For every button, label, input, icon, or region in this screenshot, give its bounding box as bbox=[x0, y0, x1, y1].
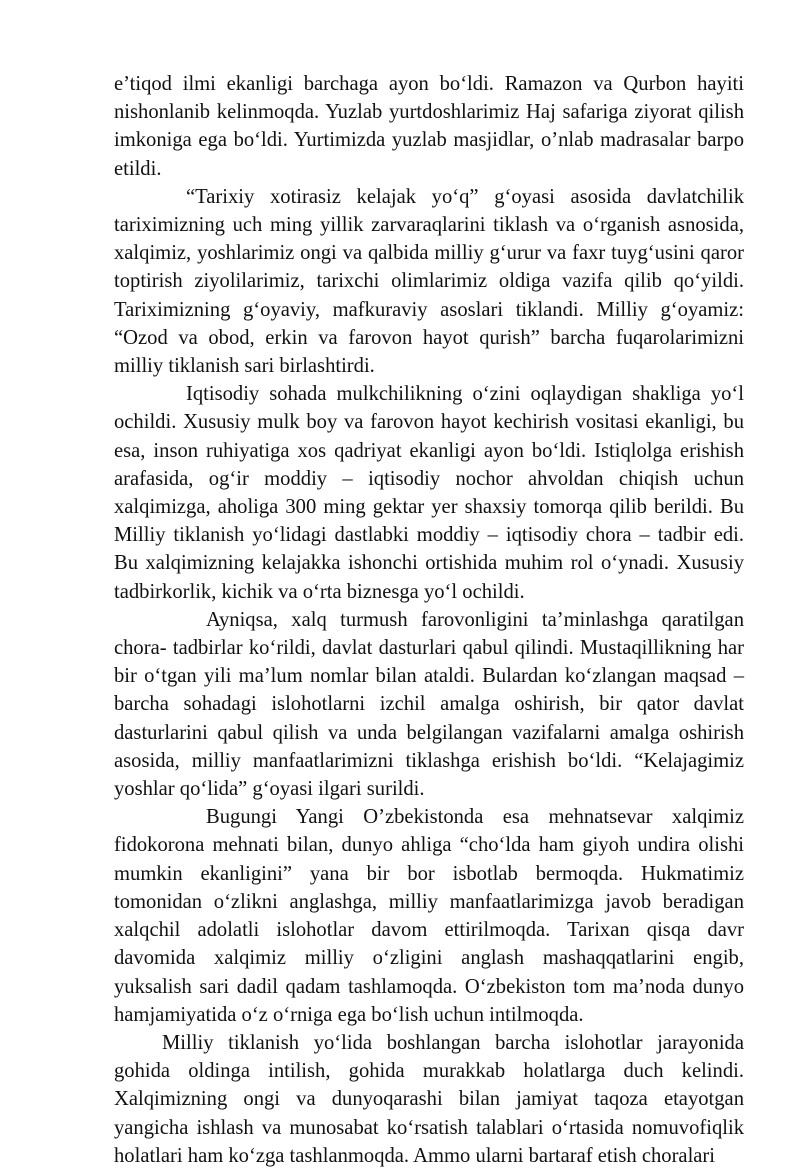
paragraph-6: Milliy tiklanish yo‘lida boshlangan barcha islohotlar jarayonida gohida oldinga intilish, gohida murakkab holatlarga duch kelindi. Xalqimizning ongi va dunyoqarashi bilan jamiyat taqoza etayotgan yangicha ishlash va munosabat ko‘rsatish talablari o‘rtasida nomuvofiqlik holatlari ham ko‘zga tashlanmoqda. Ammo ularni bartaraf etish choralari bbox=[114, 1031, 744, 1167]
paragraph-1: e’tiqod ilmi ekanligi barchaga ayon bo‘ldi. Ramazon va Qurbon hayiti nishonlanib kelinmoqda. Yuzlab yurtdoshlarimiz Haj safariga ziyorat qilish imkoniga ega bo‘ldi. Yurtimizda yuzlab masjidlar, o’nlab madrasalar barpo etildi. bbox=[114, 73, 744, 180]
paragraph-4: Ayniqsa, xalq turmush farovonligini ta’minlashga qaratilgan chora- tadbirlar ko‘rildi, davlat dasturlari qabul qilindi. Mustaqillikning har bir o‘tgan yili ma’lum nomlar bilan ataldi. Bulardan ko‘zlangan maqsad – barcha sohadagi islohotlarni izchil amalga oshirish, bir qator davlat dasturlarini qabul qilish va unda belgilangan vazifalarni amalga oshirish asosida, milliy manfaatlarimizni tiklashga erishish bo‘ldi. “Kelajagimiz yoshlar qo‘lida” g‘oyasi ilgari surildi. bbox=[114, 608, 744, 801]
paragraph-3: Iqtisodiy sohada mulkchilikning o‘zini oqlaydigan shakliga yo‘l ochildi. Xususiy mulk boy va farovon hayot kechirish vositasi ekanligi, bu esa, inson ruhiyatiga xos qadriyat ekanligi ayon bo‘ldi. Istiqlolga erishish arafasida, og‘ir moddiy – iqtisodiy nochor ahvoldan chiqish uchun xalqimizga, aholiga 300 ming gektar yer shaxsiy tomorqa qilib berildi. Bu Milliy tiklanish yo‘lidagi dastlabki moddiy – iqtisodiy chora – tadbir edi. Bu xalqimizning kelajakka ishonchi ortishida muhim rol o‘ynadi. Xususiy tadbirkorlik, kichik va o‘rta biznesga yo‘l ochildi. bbox=[114, 383, 744, 603]
document-page bbox=[114, 70, 744, 1170]
paragraph-2: “Tarixiy xotirasiz kelajak yo‘q” g‘oyasi asosida davlatchilik tariximizning uch ming yillik zarvaraqlarini tiklash va o‘rganish asnosida, xalqimiz, yoshlarimiz ongi va qalbida milliy g‘urur va faxr tuyg‘usini qaror toptirish ziyolilarimiz, tarixchi olimlarimiz oldiga vazifa qilib qo‘yildi. Tariximizning g‘oyaviy, mafkuraviy asoslari tiklandi. Milliy g‘oyamiz: “Ozod va obod, erkin va farovon hayot qurish” barcha fuqarolarimizni milliy tiklanish sari birlashtirdi. bbox=[114, 185, 744, 378]
paragraph-5: Bugungi Yangi O’zbekistonda esa mehnatsevar xalqimiz fidokorona mehnati bilan, dunyo ahliga “cho‘lda ham giyoh undira olishi mumkin ekanligini” yana bir bor isbotlab bermoqda. Hukmatimiz tomonidan o‘zlikni anglashga, milliy manfaatlarimizga javob beradigan xalqchil adolatli islohotlar davom ettirilmoqda. Tarixan qisqa davr davomida xalqimiz milliy o‘zligini anglash mashaqqatlarini engib, yuksalish sari dadil qadam tashlamoqda. O‘zbekiston tom ma’noda dunyo hamjamiyatida o‘z o‘rniga ega bo‘lish uchun intilmoqda. bbox=[114, 806, 744, 1026]
